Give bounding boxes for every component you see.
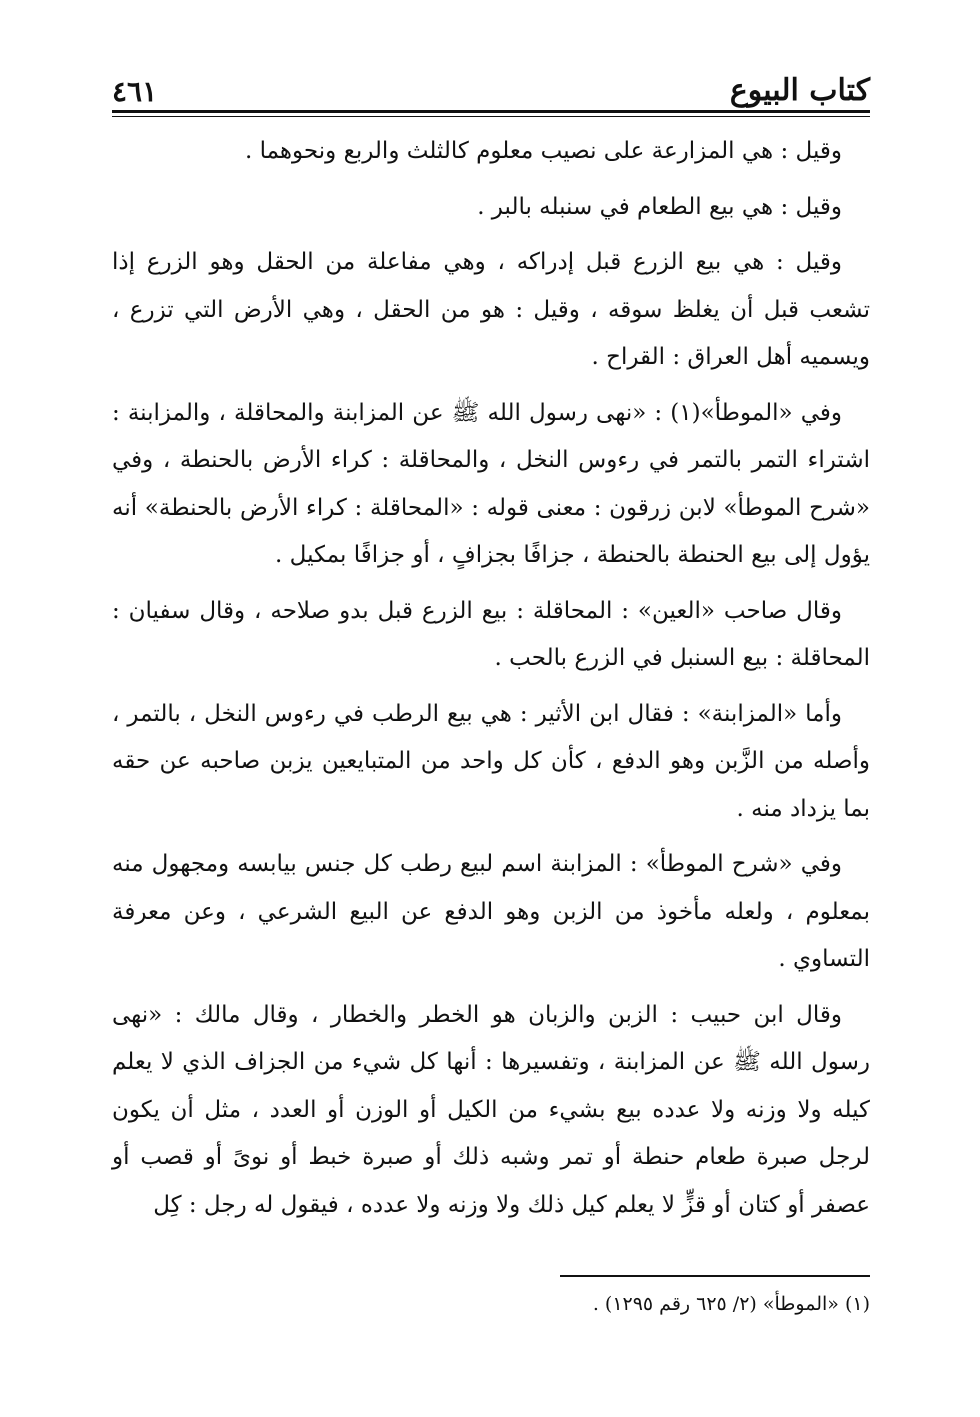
paragraph: وفي «شرح الموطأ» : المزابنة اسم لبيع رطب كل جنس بيابسه ومجهول منه بمعلوم ، ولعله مأخوذ من الزبن وهو الدفع عن البيع الشرعي ، وعن معرفة التساوي . xyxy=(112,851,870,972)
paragraph: وقال صاحب «العين» : المحاقلة : بيع الزرع قبل بدو صلاحه ، وقال سفيان : المحاقلة : بيع السنبل في الزرع بالحب . xyxy=(112,597,870,671)
paragraph: وقيل : هي المزارعة على نصيب معلوم كالثلث والربع ونحوهما . xyxy=(244,138,842,164)
running-title: كتاب البيوع xyxy=(729,73,870,108)
header-rule-thin xyxy=(112,116,870,117)
page-number: ٤٦١ xyxy=(112,75,158,108)
header-rule xyxy=(112,110,870,113)
paragraph: وفي «الموطأ»(١) : «نهى رسول الله ﷺ عن المزابنة والمحاقلة ، والمزابنة : اشتراء التمر بالتمر في رءوس النخل ، والمحاقلة : كراء الأرض بالحنطة ، وفي «شرح الموطأ» لابن زرقون : معنى قوله : «المحاقلة : كراء الأرض بالحنطة» أنه يؤول إلى بيع الحنطة بالحنطة ، جزافًا بجزافٍ ، أو جزافًا بمكيل . xyxy=(112,399,870,568)
main-text xyxy=(112,128,870,1237)
footnote-separator xyxy=(560,1275,870,1277)
paragraph: وقيل : هي بيع الزرع قبل إدراكه ، وهي مفاعلة من الحقل وهو الزرع إذا تشعب قبل أن يغلظ سوقه ، وقيل : هو من الحقل ، وهي الأرض التي تزرع ، ويسميه أهل العراق : القراح . xyxy=(112,249,870,370)
page-header xyxy=(112,60,870,106)
paragraph: وأما «المزابنة» : فقال ابن الأثير : هي بيع الرطب في رءوس النخل ، بالتمر ، وأصله من الزَّبن وهو الدفع ، كأن كل واحد من المتبايعين يزبن صاحبه عن حقه بما يزداد منه . xyxy=(112,700,870,822)
footnote: (١) «الموطأ» (٢/ ٦٢٥ رقم ١٢٩٥) . xyxy=(592,1293,870,1315)
paragraph: وقيل : هي بيع الطعام في سنبله بالبر . xyxy=(477,193,842,220)
paragraph: وقال ابن حبيب : الزبن والزبان هو الخطر والخطار ، وقال مالك : «نهى رسول الله ﷺ عن المزابنة ، وتفسيرها : أنها كل شيء من الجزاف الذي لا يعلم كيله ولا وزنه ولا عدده بيع بشيء من الكيل أو الوزن أو العدد ، مثل أن يكون لرجل صبرة طعام حنطة أو تمر وشبه ذلك أو صبرة خبط أو نوىً أو قصب أو عصفر أو كتان أو قزٍّ لا يعلم كيل ذلك ولا وزنه ولا عدده ، فيقول له رجل : كِل xyxy=(112,1001,870,1218)
